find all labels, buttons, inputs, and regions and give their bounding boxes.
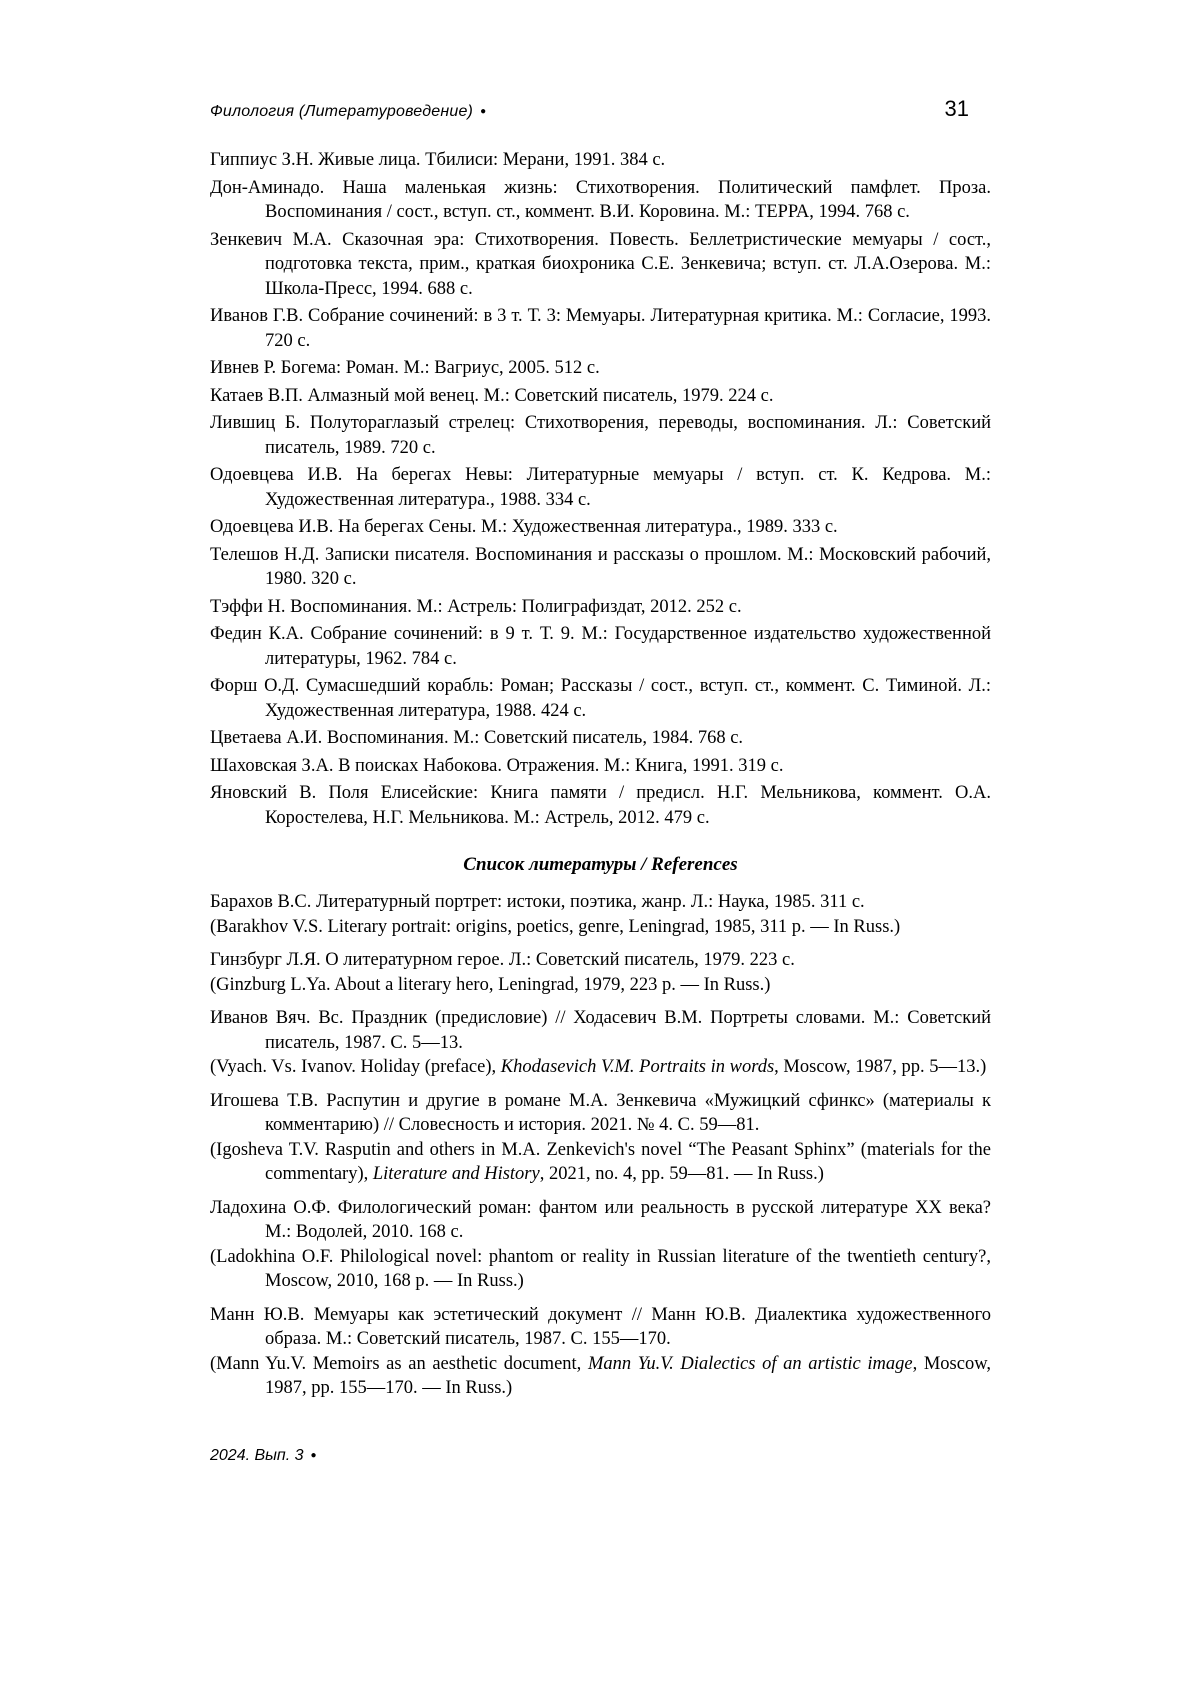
reference-russian: Ладохина О.Ф. Филологический роман: фантом или реальность в русской литературе XX века? М.: Водолей, 2010. 168 с.: [210, 1197, 991, 1242]
bibliography-entry: Шаховская З.А. В поисках Набокова. Отражения. М.: Книга, 1991. 319 с.: [210, 755, 784, 776]
bibliography-entry: Одоевцева И.В. На берегах Невы: Литературные мемуары / вступ. ст. К. Кедрова. М.: Художественная литература., 1988. 334 с.: [210, 465, 991, 510]
reference-transliteration: (Ladokhina O.F. Philological novel: phantom or reality in Russian literature of the twentieth century?, Moscow, 2010, 168 p. — In Russ.): [210, 1246, 991, 1291]
bibliography-entry: Федин К.А. Собрание сочинений: в 9 т. Т. 9. М.: Государственное издательство художественной литературы, 1962. 784 с.: [210, 624, 991, 669]
reference-transliteration: (Igosheva T.V. Rasputin and others in M.A. Zenkevich's novel “The Peasant Sphinx” (materials for the commentary), Literature and History, 2021, no. 4, pp. 59—81. — In Russ.): [210, 1139, 991, 1184]
reference-entry: [210, 1303, 991, 1401]
bibliography-entry: Гиппиус З.Н. Живые лица. Тбилиси: Мерани, 1991. 384 с.: [210, 150, 666, 170]
page-header: [210, 96, 991, 122]
bibliography-entry: Дон-Аминадо. Наша маленькая жизнь: Стихотворения. Политический памфлет. Проза. Воспоминания / сост., вступ. ст., коммент. В.И. Коровина. М.: ТЕРРА, 1994. 768 с.: [210, 177, 991, 222]
footer-bullet-icon: ●: [310, 1450, 317, 1461]
reference-transliteration: (Mann Yu.V. Memoirs as an aesthetic document, Mann Yu.V. Dialectics of an artistic image, Moscow, 1987, pp. 155—170. — In Russ.): [210, 1353, 991, 1398]
bibliography-entry: Яновский В. Поля Елисейские: Книга памяти / предисл. Н.Г. Мельникова, коммент. О.А. Коростелева, Н.Г. Мельникова. М.: Астрель, 2012. 479 с.: [210, 783, 991, 828]
references-heading: Список литературы / References: [463, 854, 738, 875]
bibliography-entry: Одоевцева И.В. На берегах Сены. М.: Художественная литература., 1989. 333 с.: [210, 517, 838, 537]
page-footer: [210, 1447, 317, 1465]
running-title-text: Филология (Литературоведение): [210, 103, 474, 120]
running-title: [210, 103, 486, 121]
bibliography-entry: Лившиц Б. Полутораглазый стрелец: Стихотворения, переводы, воспоминания. Л.: Советский писатель, 1989. 720 с.: [210, 413, 991, 458]
bullet-icon: ●: [480, 106, 487, 117]
bibliography-entry: Тэффи Н. Воспоминания. М.: Астрель: Полиграфиздат, 2012. 252 с.: [210, 596, 742, 617]
bibliography-entry: Зенкевич М.А. Сказочная эра: Стихотворения. Повесть. Беллетристические мемуары / сост., подготовка текста, прим., краткая биохроника С.Е. Зенкевича; вступ. ст. Л.А.Озерова. М.: Школа-Пресс, 1994. 688 с.: [210, 229, 991, 299]
page-number: 31: [944, 96, 969, 121]
reference-russian: Манн Ю.В. Мемуары как эстетический документ // Манн Ю.В. Диалектика художественного образа. М.: Советский писатель, 1987. С. 155—170.: [210, 1304, 991, 1349]
reference-transliteration: (Barakhov V.S. Literary portrait: origins, poetics, genre, Leningrad, 1985, 311 p. — In Russ.): [210, 916, 901, 937]
bibliography-entry: Телешов Н.Д. Записки писателя. Воспоминания и рассказы о прошлом. М.: Московский рабочий, 1980. 320 с.: [210, 544, 991, 589]
footer-text: 2024. Вып. 3: [210, 1447, 304, 1464]
reference-entry: [210, 1196, 991, 1294]
reference-entry: [210, 1006, 991, 1080]
reference-transliteration: (Ginzburg L.Ya. About a literary hero, Leningrad, 1979, 223 p. — In Russ.): [210, 974, 771, 995]
page-content: [210, 96, 991, 1410]
bibliography-entry: Форш О.Д. Сумасшедший корабль: Роман; Рассказы / сост., вступ. ст., коммент. С. Тиминой. Л.: Художественная литература, 1988. 424 с.: [210, 676, 991, 721]
reference-entry: [210, 948, 991, 997]
bibliography-entry: Ивнев Р. Богема: Роман. М.: Вагриус, 2005. 512 с.: [210, 358, 600, 378]
reference-russian: Игошева Т.В. Распутин и другие в романе М.А. Зенкевича «Мужицкий сфинкс» (материалы к комментарию) // Словесность и история. 2021. № 4. С. 59—81.: [210, 1090, 991, 1135]
bibliography-entry: Иванов Г.В. Собрание сочинений: в 3 т. Т. 3: Мемуары. Литературная критика. М.: Согласие, 1993. 720 с.: [210, 306, 991, 351]
bibliography-list: [210, 148, 991, 830]
reference-entry: [210, 890, 991, 939]
reference-russian: Иванов Вяч. Вс. Праздник (предисловие) // Ходасевич В.М. Портреты словами. М.: Советский писатель, 1987. С. 5—13.: [210, 1008, 991, 1053]
references-list: [210, 890, 991, 1401]
reference-entry: [210, 1089, 991, 1187]
reference-russian: Барахов В.С. Литературный портрет: истоки, поэтика, жанр. Л.: Наука, 1985. 311 с.: [210, 892, 865, 912]
bibliography-entry: Катаев В.П. Алмазный мой венец. М.: Советский писатель, 1979. 224 с.: [210, 385, 774, 406]
reference-transliteration: (Vyach. Vs. Ivanov. Holiday (preface), Khodasevich V.M. Portraits in words, Moscow, 1987, pp. 5—13.): [210, 1057, 987, 1077]
reference-russian: Гинзбург Л.Я. О литературном герое. Л.: Советский писатель, 1979. 223 с.: [210, 950, 795, 970]
bibliography-entry: Цветаева А.И. Воспоминания. М.: Советский писатель, 1984. 768 с.: [210, 728, 744, 748]
